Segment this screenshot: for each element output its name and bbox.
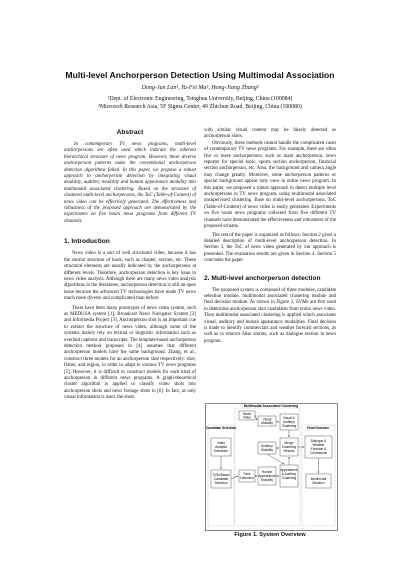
box-svm-candidate: [211, 470, 231, 488]
svg-text:Extraction: Extraction: [213, 449, 229, 453]
system-overview-diagram: [206, 404, 337, 530]
svg-text:Detection: Detection: [240, 476, 254, 480]
intro-paragraph-3: with similar visual content may be falsely detected as anchorperson shots.: [204, 128, 336, 140]
label-candidate-selection: Candidate Selection: [206, 426, 237, 430]
svg-text:Forecast &: Forecast &: [310, 447, 327, 451]
svg-text:Selection: Selection: [214, 481, 228, 485]
figure-inner-title: Multimodal Associated Clustering: [243, 404, 299, 408]
svg-text:Face: Face: [243, 472, 251, 476]
svg-text:Clustering: Clustering: [281, 476, 297, 480]
box-multimodal-decision: [306, 474, 331, 488]
intro-paragraph-1: News video is a sort of well structured video, because it has the similar structure of book, such as chapter, section, etc. These structural elements are usually indicated by the anchorpersons at different levels. Therefore, anchorperson detection is key issue in news video analysis. Although there are many news video analysis algorithms in the literatures, anchorperson detection is still an open issue because the advanced TV technologies have made TV news much more diverse and complicated than before.: [64, 251, 196, 302]
svg-text:Modality: Modality: [261, 478, 273, 482]
svg-text:Results: Results: [283, 449, 295, 453]
intro-paragraph-5: The rest of the paper is organized as follows. Section 2 gives a detailed description of multi-level anchorperson detection. In Section 3, the ToC of news video generated by our approach is presented. The evaluation results are given in Section 4. Section 5 concludes the paper.: [204, 232, 336, 264]
abstract-heading: Abstract: [116, 129, 144, 136]
svg-text:Decision: Decision: [312, 481, 325, 485]
svg-text:Commercial: Commercial: [309, 451, 328, 455]
box-dialogue-weather: [305, 436, 332, 458]
label-final-decision: Final Decision: [307, 426, 329, 430]
svg-text:Candidate: Candidate: [213, 477, 229, 481]
svg-text:& Auditory: & Auditory: [281, 472, 297, 476]
affiliation-1: ¹Dept. of Electronic Engineering, Tsinghua University, Beijing, China (100084): [107, 96, 293, 102]
svg-text:Video: Video: [216, 441, 226, 445]
svg-text:Appearance: Appearance: [258, 474, 276, 478]
left-column: [64, 126, 196, 402]
intro-paragraph-2: There have been many prototypes of news video system, such as MEDUSA system [1], Broadcast News Navigator System [2] and Informedia Project [3]. Anchorperson shot is an important cue to extract the structure of news video, although some of the systems mainly rely on textual or linguistic information such as overlaid captions and transcripts. The template-based anchorperson detection method proposed in [4] assumes that different anchorperson models have the same background. Zhang, et al., construct three models for an anchorperson shot respectively: shot, frame, and region, in order to adapt to various TV news programs [5]. However, it is difficult to construct models for each kind of anchorperson in different news programs. A graph-theoretical cluster algorithm is applied to classify video shots into anchorperson shots and news footage shots in [6]. In fact, as only visual information is used, the shots: [64, 305, 196, 401]
svg-text:Auditory: Auditory: [283, 420, 295, 424]
abstract-text: In contemporary TV news programs, multi-level anchorpersons are often used which indicate the inherent hierarchical structure of news program. However, these diverse anchorperson patterns make the conventional anchorperson detection algorithms failed. In this paper, we propose a robust approach to anchorperson detection by integrating visual modality, auditory modality and human appearance modality into multimodal associated clustering. Based on the structure of clustered multi-level anchorpersons, the ToC (Table-of-Content) of news video can be effectively generated. The effectiveness and robustness of the proposed approach are demonstrated by the experiments on five hours news programs from different TV channels.: [64, 142, 196, 224]
box-video-analysis: [211, 438, 231, 456]
svg-text:Clustering: Clustering: [281, 445, 297, 449]
box-human-appearance: [258, 467, 276, 485]
svg-text:Auditory: Auditory: [261, 444, 273, 448]
intro-paragraph-4: Obviously, these methods cannot handle the complicated cases of contemporary TV news programs. For example, there are often five or more anchorpersons, such as main anchorperson, news reporter for special topic, sports section anchorperson, financial section anchorperson, etc. Also, the background and camera angle may change greatly. Moreover, some anchorperson patterns or special background appear only once in entire news program. In this paper, we proposed a robust approach to detect multiple level anchorpersons in TV news program, using multimodal associated unsupervised clustering. Base on multi-level anchorpersons, ToC (Table-of-Content) of news video is easily generated. Experiments on five hours news programs collected from five different TV channels have demonstrated the effectiveness and robustness of the proposed scheme.: [204, 140, 336, 230]
svg-text:Human: Human: [261, 470, 273, 474]
affiliation-2: ²Microsoft Research Asia, 5F Sigma Center, 49 Zhichun Road, Beijing, China (100080): [98, 104, 302, 110]
svg-text:Appearance: Appearance: [280, 468, 298, 472]
section-2-paragraph-1: The proposed system is composed of three modules, candidate selection module, multimodal associated clustering module and final decision module. As shown in Figure 1, SVMs are first used to determine anchorperson shot candidates from entire news video. Then multimodal associated clustering is applied which associates visual, auditory and human appearance modalities. Final decision is made to identify commercials and weather forecast sections, as well as to remove false alarms, such as dialogue section in news program.: [204, 287, 336, 344]
box-face-detection: [239, 470, 255, 482]
svg-text:Clustering: Clustering: [281, 424, 297, 428]
right-column: [204, 126, 336, 345]
svg-text:Dialogue &: Dialogue &: [310, 439, 327, 443]
svg-text:Modality: Modality: [261, 448, 273, 452]
system-overview-figure: [205, 403, 338, 531]
box-auditory-modality: [258, 442, 276, 454]
box-visual-modality: [258, 416, 276, 426]
section-2-heading: 2. Multi-level anchorperson detection: [204, 274, 321, 282]
svg-text:Weather: Weather: [312, 443, 325, 447]
svg-text:Merge: Merge: [284, 441, 294, 445]
svg-text:SVM Based: SVM Based: [212, 473, 230, 477]
box-merge-clustering: [280, 438, 298, 456]
svg-text:Video: Video: [242, 415, 252, 420]
box-visual-auditory-clustering: [280, 414, 298, 430]
box-appearance-auditory: [280, 465, 298, 487]
figure-caption: Figure 1. System Overview: [234, 532, 306, 538]
paper-authors: Dong-Jun Lan¹, Yu-Fei Ma², Hong-Jiang Zhang²: [141, 85, 259, 91]
svg-text:Analysis: Analysis: [215, 445, 227, 449]
svg-text:Visual &: Visual &: [283, 416, 295, 420]
svg-text:Modality: Modality: [261, 421, 273, 425]
paper-title: Multi-level Anchorperson Detection Using Multimodal Association: [65, 70, 335, 80]
box-news-video: [239, 411, 255, 420]
svg-text:Multimodal: Multimodal: [310, 477, 327, 481]
svg-text:Visual: Visual: [262, 417, 272, 422]
svg-text:News: News: [243, 412, 251, 416]
intro-heading: 1. Introduction: [64, 238, 110, 246]
